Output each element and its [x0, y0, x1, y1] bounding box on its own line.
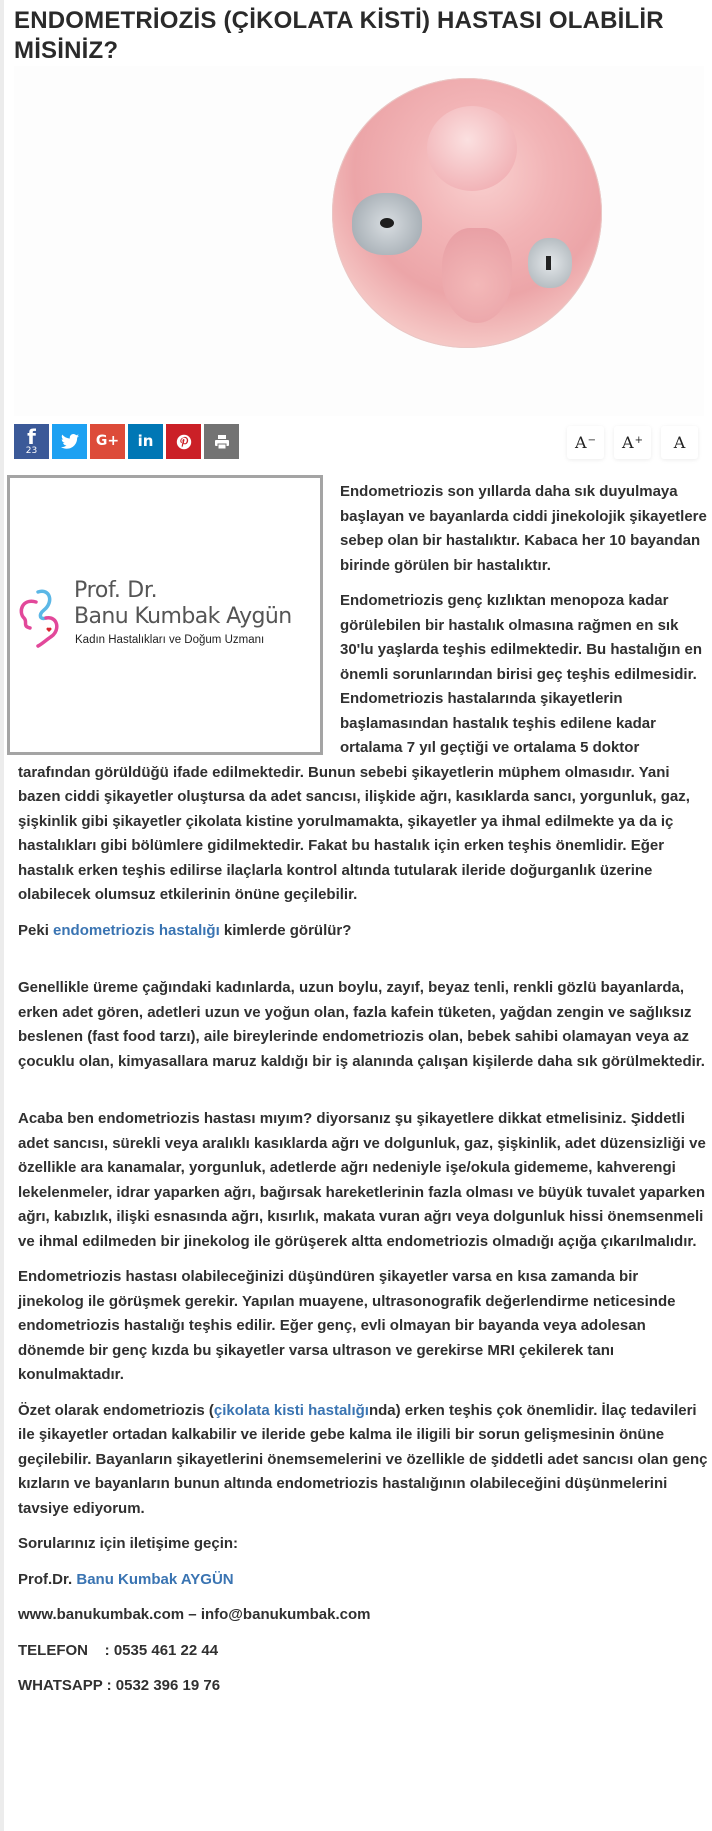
uterus-shape	[427, 106, 517, 191]
paragraph-summary: Özet olarak endometriozis (çikolata kisti hastalığında) erken teşhis çok önemlidir. İlaç tedavileri ile şikayetler ortadan kalkabilir ve ileride gebe kalma ile iligili bir sorun gelişmesinin önüne geçilebilir. Bayanların şikayetlerini önemsemelerini ve özellikle de şiddetli adet sancısı olan genç kızların ve bayanların bunun altında endometriozis hastalığının olabileceğini düşünmelerini tavsiye ediyorum.	[18, 1401, 708, 1517]
pinterest-icon	[176, 434, 192, 450]
contact-web-email: www.banukumbak.com – info@banukumbak.com	[18, 1606, 371, 1623]
increase-font-button[interactable]: A +	[614, 426, 651, 459]
decrease-font-button[interactable]: A −	[567, 426, 604, 459]
paragraph-diagnosis-delay: Endometriozis genç kızlıktan menopoza kadar görülebilen bir hastalık olmasına rağmen en sık 30'lu yaşlarda teşhis edilmektedir. Bu hastalığın en önemli sorunlarından birisi geç teşhis edilmesidir. Endometriozis hastalarında şikayetlerin başlamasından hastalık teşhis edilene kadar ortalama 7 yıl geçtiği ve ortalama 5 doktor tarafından görüldüğü ifade edilmektedir. Bunun sebebi şikayetlerin müphem olmasıdır. Yani bazen ciddi şikayetler oluştursa da adet sancısı, ilişkide ağrı, kasıklarda sancı, yorgunluk, gaz, şişkinlik gibi şikayetler çikolata kistine yorulmamakta, şikayetler ya ihmal edilmekte ya da iç hastalıkları gibi bölümlere gidilmektedir. Fakat bu hastalık için erken teşhis önemlidir. Eğer hastalık erken teşhis edilirse ilaçlarla kontrol altında tutularak ileride doğurganlık üzerine olabilecek olumsuz etkilerinin önüne geçilebilir.	[18, 592, 703, 903]
paragraph-intro: Endometriozis son yıllarda daha sık duyulmaya başlayan ve bayanlarda ciddi jinekolojik şikayetlere sebep olan bir hastalıktır. Kabaca her 10 bayandan birinde görülen bir hastalıktır.	[340, 483, 707, 574]
google-plus-icon: G+	[95, 433, 120, 449]
contact-whatsapp: WHATSAPP : 0532 396 19 76	[18, 1677, 221, 1694]
surgical-tool-shape	[332, 100, 365, 147]
minus-icon: −	[587, 435, 596, 446]
cervix-shape	[442, 228, 512, 323]
hero-image	[14, 66, 704, 416]
doctor-name-link[interactable]: Banu Kumbak AYGÜN	[76, 1570, 234, 1588]
contact-doctor: Prof.Dr. Banu Kumbak AYGÜN	[18, 1570, 234, 1588]
paragraph-who-question: Peki endometriozis hastalığı kimlerde görülür?	[18, 921, 352, 939]
contact-intro: Sorularınız için iletişime geçin:	[18, 1535, 239, 1552]
logo-name: Banu Kumbak Aygün	[74, 604, 292, 629]
twitter-icon	[61, 434, 79, 449]
endometriosis-illustration	[332, 78, 602, 348]
left-ovary-cyst-shape	[352, 193, 422, 255]
plus-icon: +	[634, 435, 643, 446]
contact-phone: TELEFON : 0535 461 22 44	[18, 1641, 219, 1659]
article-title: ENDOMETRİOZİS (ÇİKOLATA KİSTİ) HASTASI OLABİLİR MİSİNİZ?	[14, 7, 664, 64]
spacer	[18, 954, 708, 976]
endometriosis-link[interactable]: endometriozis hastalığı	[53, 921, 220, 939]
print-button[interactable]	[204, 424, 239, 459]
font-size-tools	[567, 426, 698, 459]
chocolate-cyst-link[interactable]: çikolata kisti hastalığı	[213, 1401, 369, 1419]
logo-subtitle: Kadın Hastalıkları ve Doğum Uzmanı	[75, 634, 265, 646]
spacer	[18, 1085, 708, 1107]
article-body	[18, 480, 708, 1710]
twitter-share-button[interactable]	[52, 424, 87, 459]
pinterest-share-button[interactable]	[166, 424, 201, 459]
right-ovary-cyst-shape	[528, 238, 572, 288]
facebook-share-count: 23	[25, 445, 38, 456]
social-share-bar	[14, 424, 239, 459]
google-plus-share-button[interactable]	[90, 424, 125, 459]
page-left-edge	[0, 0, 4, 1831]
print-icon	[214, 434, 230, 450]
facebook-icon: f	[27, 424, 36, 449]
paragraph-risk-groups: Genellikle üreme çağındaki kadınlarda, uzun boylu, zayıf, beyaz tenli, renkli gözlü bayanlarda, erken adet gören, adetleri uzun ve yoğun olan, fazla kafein tüketen, yağdan zengin ve sağlıksız beslenen (fast food tarzı), aile bireylerinde endometriozis olan, bebek sahibi olamayan veya az çocuklu olan, kimyasallara maruz kaldığı bir iş alanında çalışan kişilerde daha sık görülmektedir.	[18, 979, 705, 1070]
paragraph-symptoms: Acaba ben endometriozis hastası mıyım? diyorsanız şu şikayetlere dikkat etmelisiniz. Şiddetli adet sancısı, sürekli veya aralıklı kasıklarda ağrı ve dolgunluk, gaz, şişkinlik, adet düzensizliği ve özellikle ara kanamalar, yorgunluk, adetlerde ağrı nedeniyle işe/okula gidememe, kahverengi lekelenmeler, idrar yaparken ağrı, bağırsak hareketlerinin fazla olması ve büyük tuvalet yaparken ağrı, kabızlık, ilişki esnasında ağrı, kısırlık, makata vuran ağrı veya dolgunluk hissi önemsenmeli ve ihmal edilmeden bir jinekolog ile görüşerek altta endometriozis olmadığı açığa çıkarılmalıdır.	[18, 1110, 706, 1250]
facebook-share-button[interactable]	[14, 424, 49, 459]
reset-font-button[interactable]: A	[661, 426, 698, 459]
logo-float-spacer	[18, 480, 334, 754]
paragraph-consult: Endometriozis hastası olabileceğinizi düşündüren şikayetler varsa en kısa zamanda bir jinekolog ile görüşmek gerekir. Yapılan muayene, ultrasonografik değerlendirme neticesinde endometriozis hastalığı teşhis edilir. Eğer genç, evli olmayan bir bayanda veya adolesan dönemde bir genç kızda bu şikayetler varsa ultrason ve gerekirse MRI çekilerek tanı konulmaktadır.	[18, 1268, 676, 1383]
linkedin-icon: in	[137, 432, 154, 450]
linkedin-share-button[interactable]	[128, 424, 163, 459]
logo-title: Prof. Dr.	[74, 578, 158, 603]
